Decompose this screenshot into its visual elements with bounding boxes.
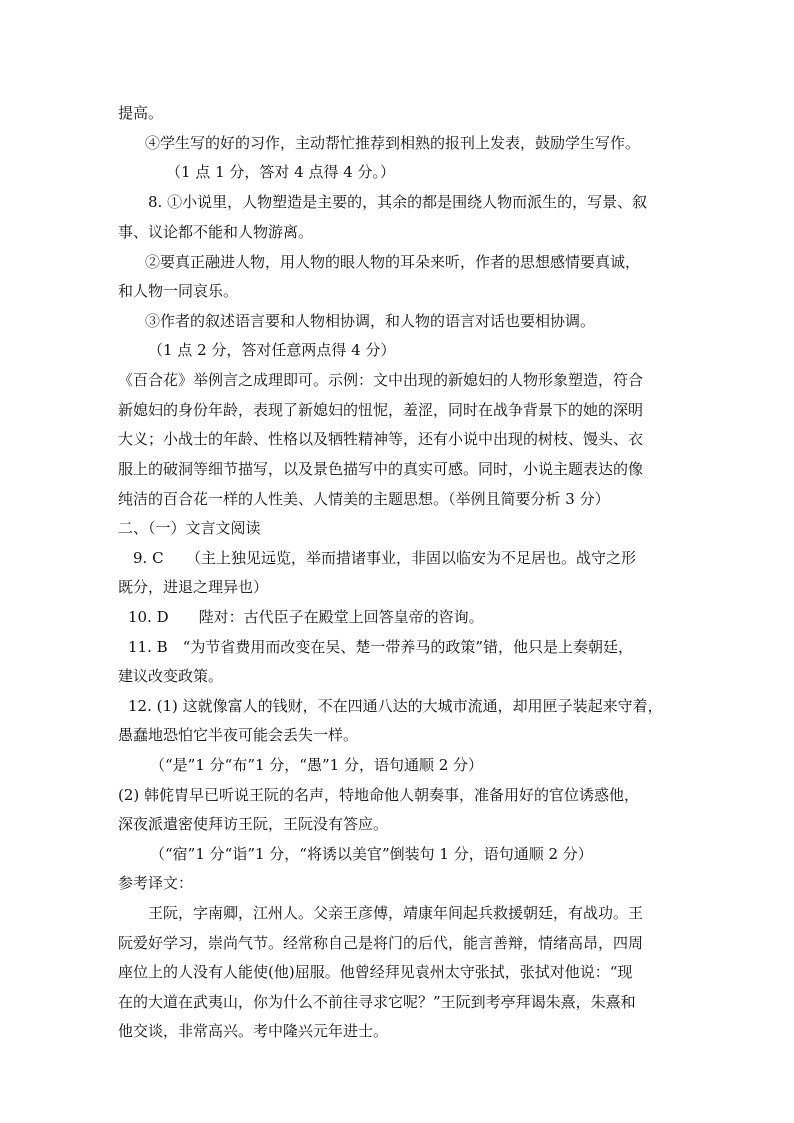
text-line: ③作者的叙述语言要和人物相协调，和人物的语言对话也要相协调。 <box>145 312 596 330</box>
text-line: 和人物一同哀乐。 <box>118 282 239 300</box>
text-line: 新媳妇的身份年龄，表现了新媳妇的忸怩，羞涩，同时在战争背景下的她的深明 <box>118 401 644 419</box>
text-line: (2) 韩侂胄早已听说王阮的名声，特地命他人朝奏事，准备用好的官位诱惑他， <box>118 786 640 804</box>
text-line: 12. (1) 这就像富人的钱财，不在四通八达的大城市流通，却用匣子装起来守着， <box>128 697 663 715</box>
text-line: 愚蠢地恐怕它半夜可能会丢失一样。 <box>118 726 359 744</box>
text-line: 参考译文： <box>118 874 194 892</box>
text-line: 9. C （主上独见远览，举而措诸事业，非固以临安为不足居也。战守之形 <box>133 549 637 567</box>
text-line: 大义；小战士的年龄、性格以及牺牲精神等，还有小说中出现的树枝、馒头、衣 <box>118 430 644 448</box>
text-line: ②要真正融进人物，用人物的眼人物的耳朵来听，作者的思想感情要真诚， <box>145 253 641 271</box>
text-line: 提高。 <box>118 104 164 122</box>
text-line: （“是”1 分“布”1 分，“愚”1 分，语句通顺 2 分） <box>150 756 484 774</box>
text-line: 座位上的人没有人能使(他)屈服。他曾经拜见袁州太守张拭，张拭对他说：“现 <box>118 963 633 981</box>
text-line: 8. ①小说里，人物塑造是主要的，其余的都是围绕人物而派生的，写景、叙 <box>148 193 648 211</box>
text-line: 11. B “为节省费用而改变在吴、楚一带养马的政策”错，他只是上奏朝廷， <box>128 638 633 656</box>
text-line: 在的大道在武夷山，你为什么不前往寻求它呢？”王阮到考亭拜谒朱熹，朱熹和 <box>118 993 636 1011</box>
text-line: ④学生写的好的习作，主动帮忙推荐到相熟的报刊上发表，鼓励学生写作。 <box>145 134 641 152</box>
text-line: （1 点 2 分，答对任意两点得 4 分） <box>148 341 396 359</box>
text-line: 10. D 陛对：古代臣子在殿堂上回答皇帝的咨询。 <box>128 608 484 626</box>
text-line: 纯洁的百合花一样的人性美、人情美的主题思想。（举例且简要分析 3 分） <box>118 490 610 508</box>
text-line: 《百合花》举例言之成理即可。示例：文中出现的新媳妇的人物形象塑造，符合 <box>118 371 644 389</box>
text-line: 建议改变政策。 <box>118 667 224 685</box>
text-line: 他交谈，非常高兴。考中隆兴元年进士。 <box>118 1022 389 1040</box>
text-line: 事、议论都不能和人物游离。 <box>118 223 314 241</box>
text-line: （1 点 1 分，答对 4 点得 4 分。） <box>166 163 396 181</box>
text-line: 既分，进退之理异也） <box>118 578 269 596</box>
text-line: 服上的破洞等细节描写，以及景色描写中的真实可感。同时，小说主题表达的像 <box>118 460 644 478</box>
text-line: （“宿”1 分“诣”1 分，“将诱以美官”倒装句 1 分，语句通顺 2 分） <box>150 845 593 863</box>
text-line: 王阮，字南卿，江州人。父亲王彦傅，靖康年间起兵救援朝廷，有战功。王 <box>148 904 644 922</box>
text-line: 阮爱好学习，崇尚气节。经常称自己是将门的后代，能言善辩，情绪高昂，四周 <box>118 934 644 952</box>
section-heading: 二、（一）文言文阅读 <box>118 519 261 537</box>
text-line: 深夜派遣密使拜访王阮，王阮没有答应。 <box>118 815 389 833</box>
